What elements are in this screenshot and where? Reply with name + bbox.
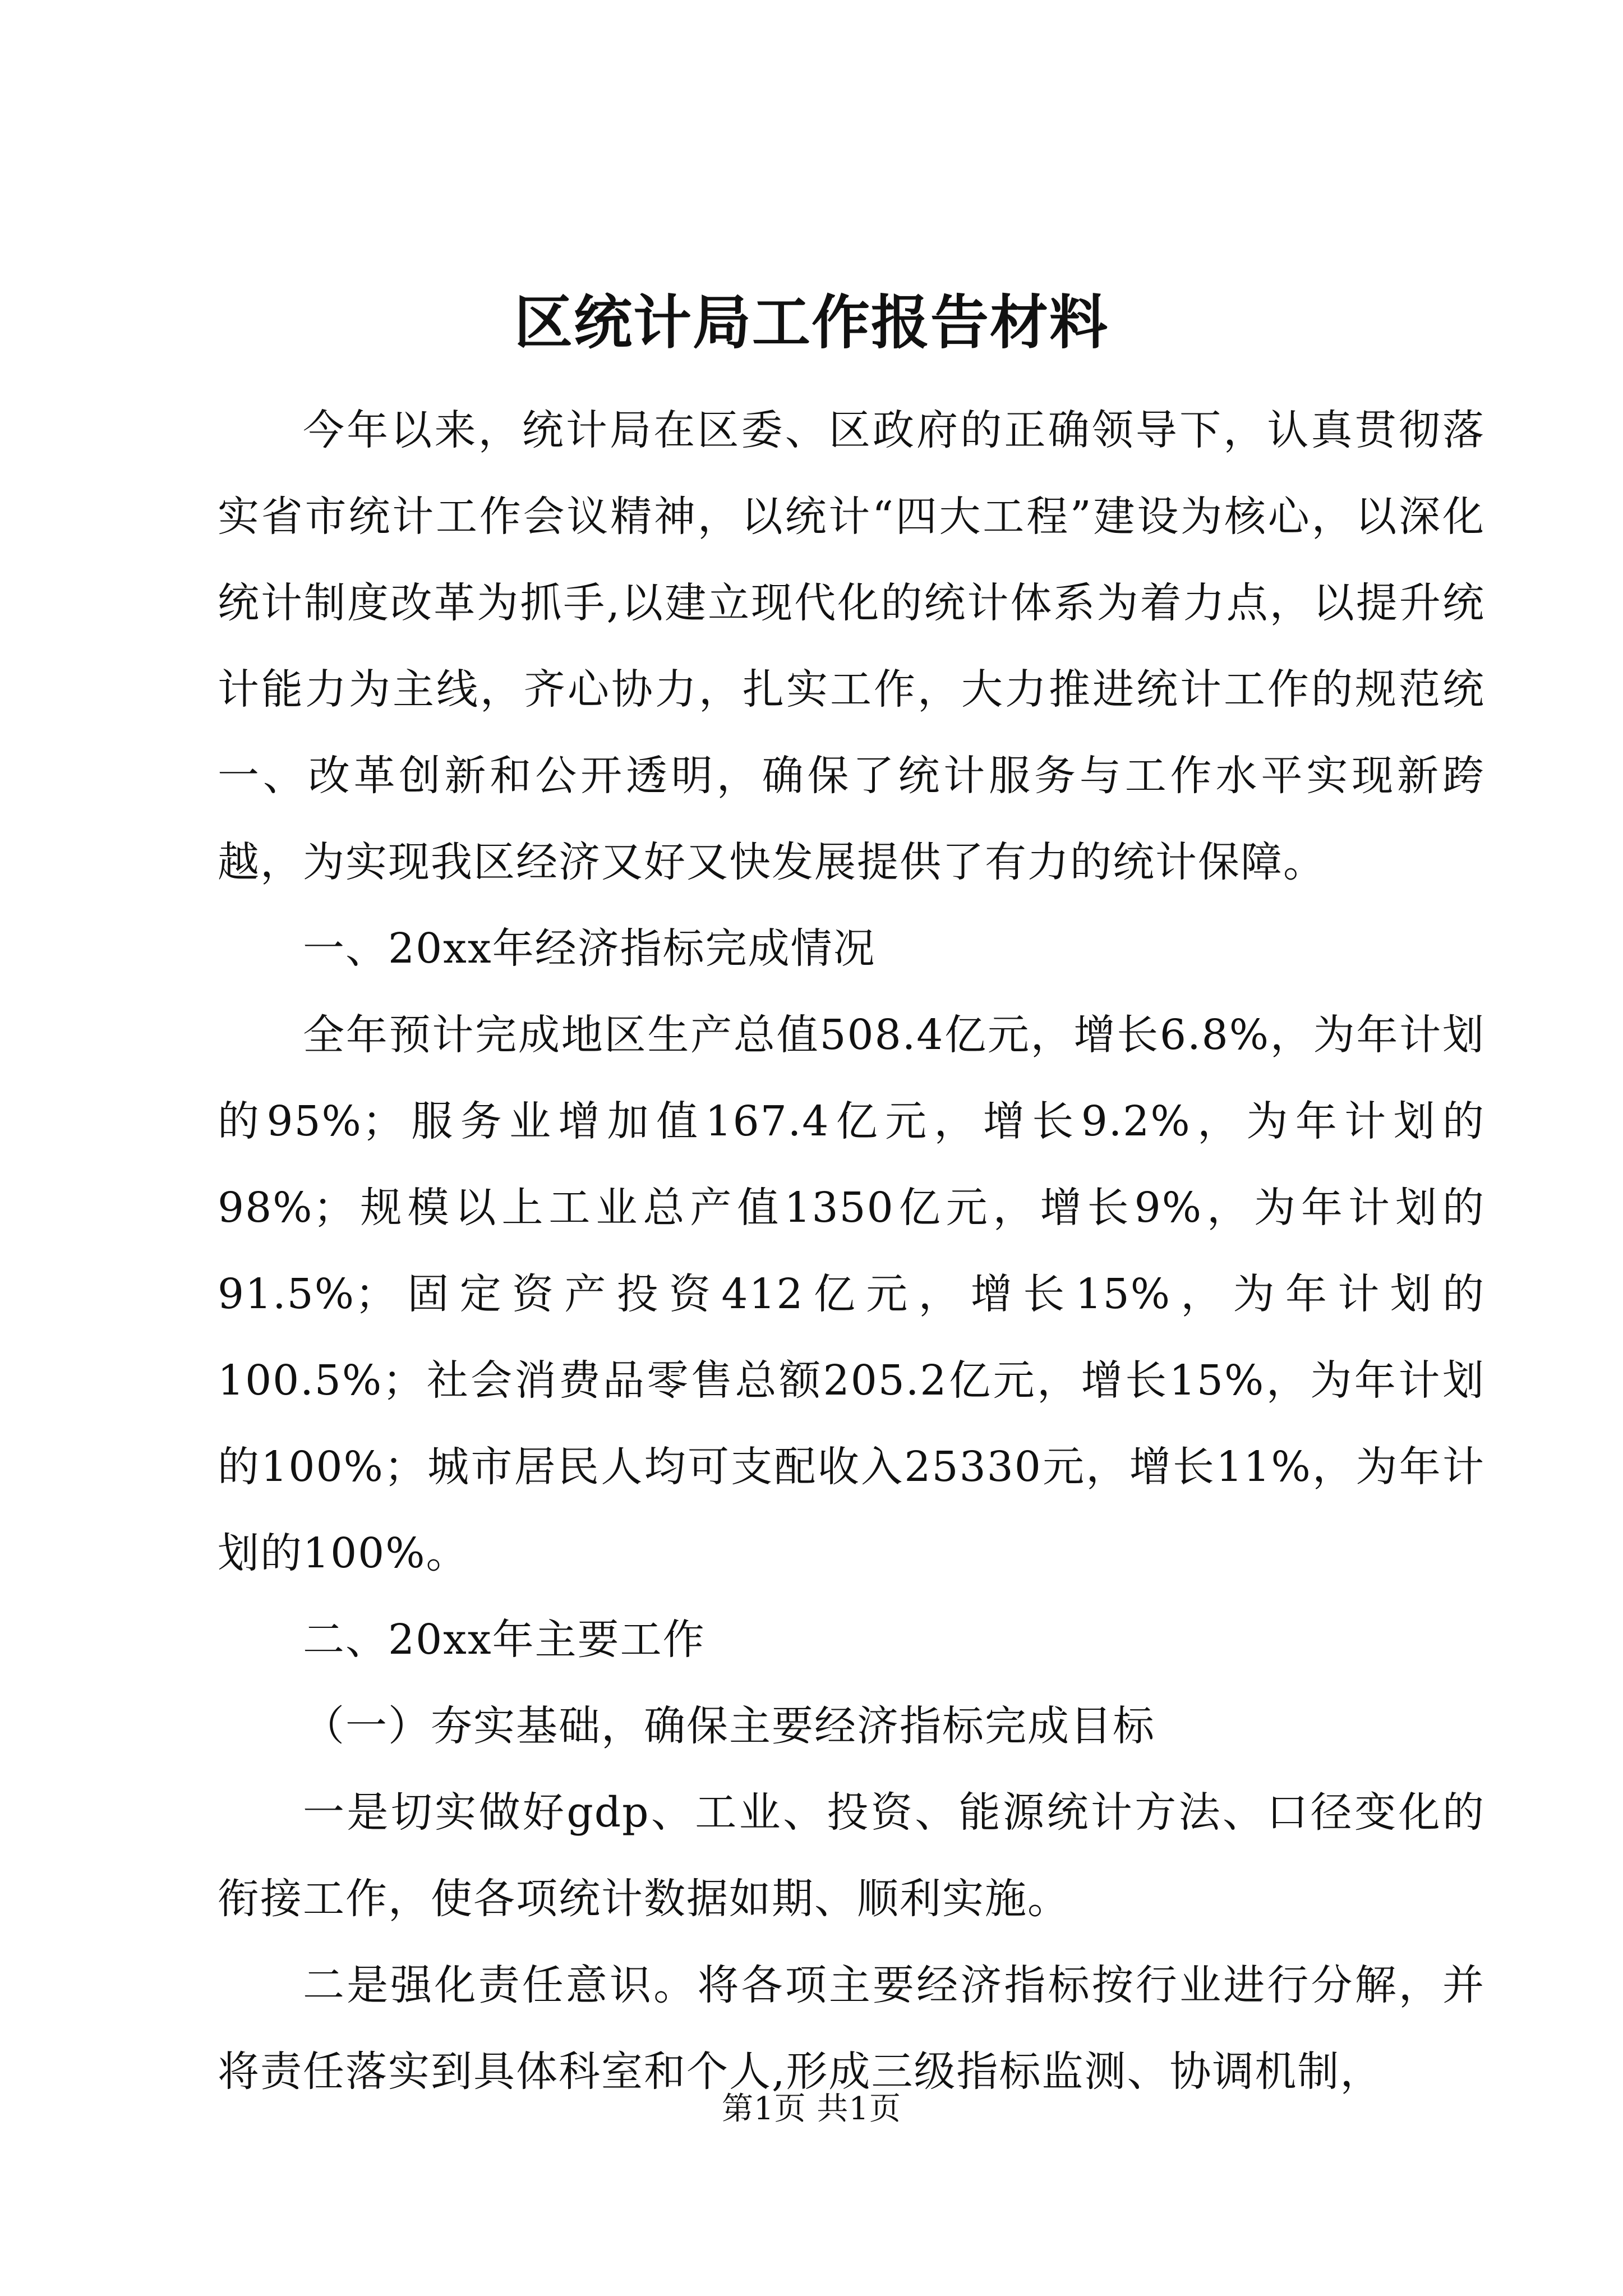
paragraph-item-1: 一是切实做好gdp、工业、投资、能源统计方法、口径变化的衔接工作，使各项统计数据如期、顺利实施。 — [218, 1788, 1485, 1923]
paragraph-intro: 今年以来，统计局在区委、区政府的正确领导下，认真贯彻落实省市统计工作会议精神，以统计“四大工程”建设为核心，以深化统计制度改革为抓手,以建立现代化的统计体系为着力点，以提升统计能力为主线，齐心协力，扎实工作，大力推进统计工作的规范统一、改革创新和公开透明，确保了统计服务与工作水平实现新跨越，为实现我区经济又好又快发展提供了有力的统计保障。 — [218, 406, 1485, 886]
page-footer: 第1页 共1页 — [721, 2091, 902, 2127]
document-title: 区统计局工作报告材料 — [514, 288, 1109, 357]
subsection-heading-1: （一）夯实基础，确保主要经济指标完成目标 — [303, 1702, 1155, 1750]
paragraph-indicators: 全年预计完成地区生产总值508.4亿元，增长6.8%，为年计划的95%；服务业增加值167.4亿元，增长9.2%，为年计划的98%；规模以上工业总产值1350亿元，增长9%，为年计划的91.5%；固定资产投资412亿元，增长15%，为年计划的100.5%；社会消费品零售总额205.2亿元，增长15%，为年计划的100%；城市居民人均可支配收入25330元，增长11%，为年计划的100%。 — [218, 1011, 1485, 1577]
section-heading-1: 一、20xx年经济指标完成情况 — [303, 924, 876, 973]
paragraph-item-2: 二是强化责任意识。将各项主要经济指标按行业进行分解，并将责任落实到具体科室和个人,形成三级指标监测、协调机制， — [218, 1961, 1485, 2096]
section-heading-2: 二、20xx年主要工作 — [303, 1616, 706, 1664]
document-body — [218, 387, 1485, 2115]
